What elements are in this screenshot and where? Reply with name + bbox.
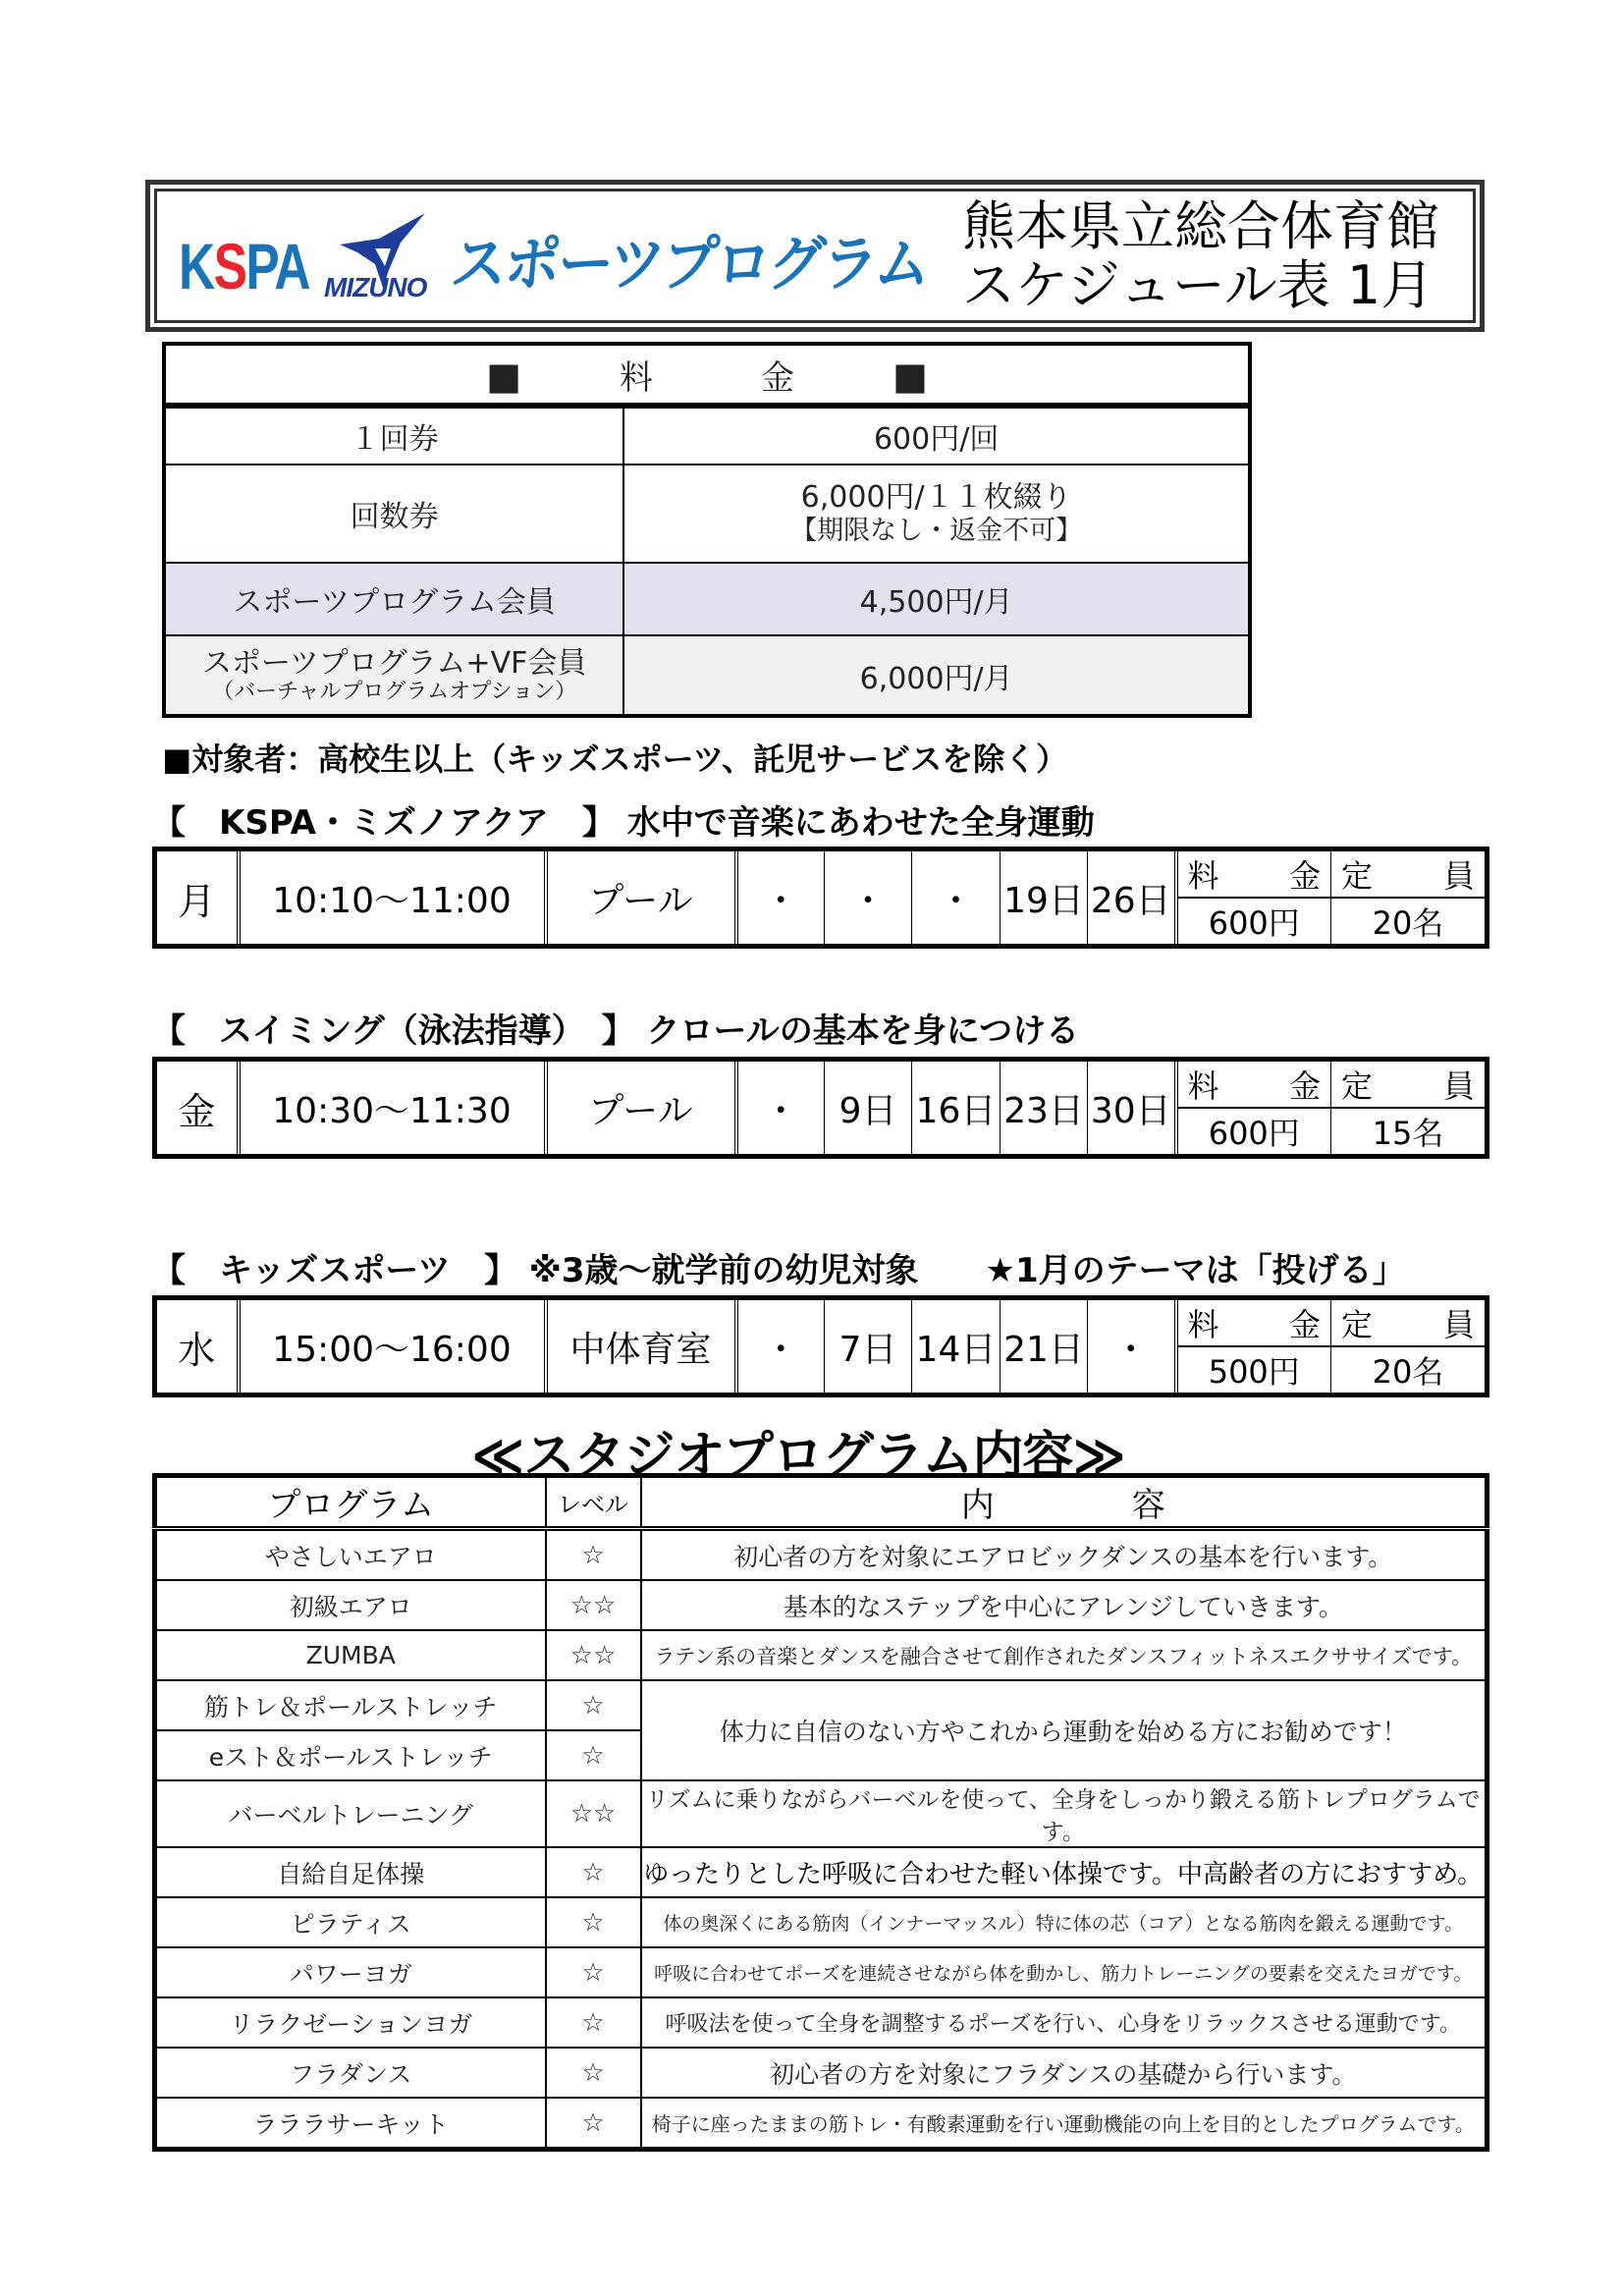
fee-value: 500円	[1176, 1346, 1331, 1395]
capacity-label-2: 員	[1442, 857, 1475, 895]
program-description: ゆったりとした呼吸に合わせた軽い体操です。中高齢者の方におすすめ。	[641, 1847, 1488, 1897]
swimming-section-title: 【 スイミング（泳法指導） 】 クロールの基本を身につける	[152, 1011, 1080, 1051]
level-stars: ☆	[546, 1730, 641, 1780]
date-cell: 26日	[1088, 849, 1176, 947]
fee-header	[1176, 849, 1331, 899]
date-cell: 19日	[1001, 849, 1088, 947]
price-table	[162, 342, 1252, 718]
fee-label-2: 金	[1288, 1067, 1321, 1105]
program-name: やさしいエアロ	[155, 1529, 546, 1581]
kspa-logo-k: K	[179, 230, 214, 302]
title-square-left: ■	[486, 354, 521, 398]
content-header-char-2: 容	[1131, 1486, 1165, 1525]
program-name: リラクゼーションヨガ	[155, 1997, 546, 2048]
program-name: ZUMBA	[155, 1630, 546, 1680]
program-name: フラダンス	[155, 2048, 546, 2098]
program-name: eスト＆ポールストレッチ	[155, 1730, 546, 1780]
aqua-schedule-table	[152, 847, 1489, 949]
price-row-single	[164, 406, 1250, 465]
program-description: 体力に自信のない方やこれから運動を始める方にお勧めです！	[641, 1680, 1488, 1780]
capacity-value: 20名	[1331, 1346, 1488, 1395]
level-stars: ☆	[546, 1997, 641, 2048]
program-name: 自給自足体操	[155, 1847, 546, 1897]
studio-row	[155, 1580, 1488, 1630]
studio-row	[155, 1897, 1488, 1947]
venue-line-1: 熊本県立総合体育館	[962, 195, 1439, 257]
program-description: 初心者の方を対象にエアロビックダンスの基本を行います。	[641, 1529, 1488, 1581]
place-cell: プール	[546, 1060, 736, 1157]
program-name: ラララサーキット	[155, 2098, 546, 2150]
fee-label-2: 金	[1288, 857, 1321, 895]
studio-row	[155, 1997, 1488, 2048]
content-header-char-1: 内	[960, 1486, 995, 1525]
date-cell: ・	[1088, 1298, 1176, 1395]
price-value: 6,000円/月	[623, 635, 1250, 716]
capacity-label-1: 定	[1341, 857, 1374, 895]
studio-row	[155, 1529, 1488, 1581]
level-stars: ☆	[546, 1847, 641, 1897]
time-cell: 15:00～16:00	[239, 1298, 546, 1395]
capacity-header	[1331, 1298, 1488, 1347]
date-cell: 30日	[1088, 1060, 1176, 1157]
kspa-logo	[179, 229, 309, 303]
price-row-vf-member	[164, 635, 1250, 716]
price-value: 4,500円/月	[623, 563, 1250, 635]
program-description: 呼吸法を使って全身を調整するポーズを行い、心身をリラックスさせる運動です。	[641, 1997, 1488, 2048]
studio-row	[155, 1847, 1488, 1897]
price-label-note: （バーチャルプログラムオプション）	[212, 679, 577, 704]
price-value: 600円/回	[623, 406, 1250, 465]
capacity-label-1: 定	[1341, 1067, 1374, 1105]
date-cell: ・	[736, 1298, 825, 1395]
date-cell: 9日	[825, 1060, 912, 1157]
day-cell: 金	[155, 1060, 239, 1157]
date-cell: ・	[736, 849, 825, 947]
price-label: １回券	[164, 406, 623, 465]
target-audience-note: ■対象者：高校生以上（キッズスポーツ、託児サービスを除く）	[162, 740, 1068, 778]
date-cell: ・	[912, 849, 1001, 947]
date-cell: 7日	[825, 1298, 912, 1395]
price-value: 6,000円/１１枚綴り	[800, 480, 1072, 515]
price-table-title	[164, 344, 1250, 406]
program-description: 椅子に座ったままの筋トレ・有酸素運動を行い運動機能の向上を目的としたプログラムです。	[641, 2098, 1488, 2150]
fee-label-2: 金	[1288, 1306, 1321, 1343]
studio-section-title: ≪スタジオプログラム内容≫	[471, 1427, 1125, 1486]
level-stars: ☆	[546, 1947, 641, 1997]
studio-row	[155, 2098, 1488, 2150]
price-label: スポーツプログラム会員	[164, 563, 623, 635]
level-stars: ☆	[546, 2098, 641, 2150]
capacity-header	[1331, 1060, 1488, 1109]
time-cell: 10:10～11:00	[239, 849, 546, 947]
price-label: 回数券	[164, 465, 623, 563]
program-description: ラテン系の音楽とダンスを融合させて創作されたダンスフィットネスエクササイズです。	[641, 1630, 1488, 1680]
program-column-header: プログラム	[155, 1476, 546, 1529]
date-cell: 21日	[1001, 1298, 1088, 1395]
title-banner-inner-border	[154, 189, 1476, 323]
level-stars: ☆	[546, 1897, 641, 1947]
kids-schedule-table	[152, 1295, 1489, 1397]
kspa-logo-s: S	[213, 230, 246, 302]
price-value-note: 【期限なし・返金不可】	[790, 516, 1083, 546]
capacity-label-2: 員	[1442, 1067, 1475, 1105]
title-char-1: 料	[620, 357, 653, 398]
date-cell: 14日	[912, 1298, 1001, 1395]
title-square-right: ■	[893, 354, 928, 398]
venue-title	[962, 197, 1439, 315]
venue-line-2: スケジュール表 1月	[962, 254, 1434, 316]
time-cell: 10:30～11:30	[239, 1060, 546, 1157]
studio-program-table	[152, 1473, 1489, 2152]
program-description: 基本的なステップを中心にアレンジしていきます。	[641, 1580, 1488, 1630]
kspa-logo-pa: PA	[245, 230, 309, 302]
program-description: 体の奥深くにある筋肉（インナーマッスル）特に体の芯（コア）となる筋肉を鍛える運動です。	[641, 1897, 1488, 1947]
date-cell: ・	[736, 1060, 825, 1157]
place-cell: プール	[546, 849, 736, 947]
day-cell: 月	[155, 849, 239, 947]
program-name: 筋トレ＆ポールストレッチ	[155, 1680, 546, 1730]
program-title: スポーツプログラム	[447, 228, 932, 300]
capacity-label-2: 員	[1442, 1306, 1475, 1343]
price-label: スポーツプログラム+VF会員	[201, 645, 587, 681]
date-cell: ・	[825, 849, 912, 947]
capacity-value: 20名	[1331, 898, 1488, 947]
title-char-2: 金	[761, 357, 794, 398]
level-stars: ☆	[546, 2048, 641, 2098]
fee-label-1: 料	[1187, 1306, 1219, 1343]
fee-header	[1176, 1298, 1331, 1347]
capacity-header	[1331, 849, 1488, 899]
studio-table-header	[155, 1476, 1488, 1529]
capacity-value: 15名	[1331, 1108, 1488, 1157]
level-stars: ☆☆	[546, 1630, 641, 1680]
program-description: リズムに乗りながらバーベルを使って、全身をしっかり鍛える筋トレプログラムです。	[641, 1780, 1488, 1847]
place-cell: 中体育室	[546, 1298, 736, 1395]
studio-row	[155, 1947, 1488, 1997]
program-description: 呼吸に合わせてポーズを連続させながら体を動かし、筋力トレーニングの要素を交えたヨガです。	[641, 1947, 1488, 1997]
program-name: 初級エアロ	[155, 1580, 546, 1630]
price-row-member	[164, 563, 1250, 635]
level-stars: ☆	[546, 1680, 641, 1730]
fee-value: 600円	[1176, 898, 1331, 947]
swimming-schedule-table	[152, 1057, 1489, 1159]
fee-value: 600円	[1176, 1108, 1331, 1157]
price-label-cell	[164, 635, 623, 716]
studio-row	[155, 1780, 1488, 1847]
aqua-section-title: 【 KSPA・ミズノアクア 】 水中で音楽にあわせた全身運動	[152, 803, 1095, 843]
studio-row	[155, 1630, 1488, 1680]
price-row-coupon	[164, 465, 1250, 563]
mizuno-logo-text: MIZUNO	[324, 272, 427, 302]
day-cell: 水	[155, 1298, 239, 1395]
level-stars: ☆☆	[546, 1780, 641, 1847]
fee-label-1: 料	[1187, 1067, 1219, 1105]
level-stars: ☆	[546, 1529, 641, 1581]
content-column-header	[641, 1476, 1488, 1529]
date-cell: 16日	[912, 1060, 1001, 1157]
fee-header	[1176, 1060, 1331, 1109]
date-cell: 23日	[1001, 1060, 1088, 1157]
capacity-label-1: 定	[1341, 1306, 1374, 1343]
program-name: バーベルトレーニング	[155, 1780, 546, 1847]
price-table-header	[164, 344, 1250, 406]
studio-row	[155, 1680, 1488, 1730]
program-description: 初心者の方を対象にフラダンスの基礎から行います。	[641, 2048, 1488, 2098]
program-name: ピラティス	[155, 1897, 546, 1947]
fee-label-1: 料	[1187, 857, 1219, 895]
level-stars: ☆☆	[546, 1580, 641, 1630]
studio-row	[155, 2048, 1488, 2098]
price-value-cell	[623, 465, 1250, 563]
title-banner	[145, 180, 1485, 332]
program-name: パワーヨガ	[155, 1947, 546, 1997]
kids-section-title: 【 キッズスポーツ 】 ※3歳～就学前の幼児対象 ★1月のテーマは「投げる」	[152, 1251, 1406, 1290]
level-column-header: レベル	[546, 1476, 641, 1529]
